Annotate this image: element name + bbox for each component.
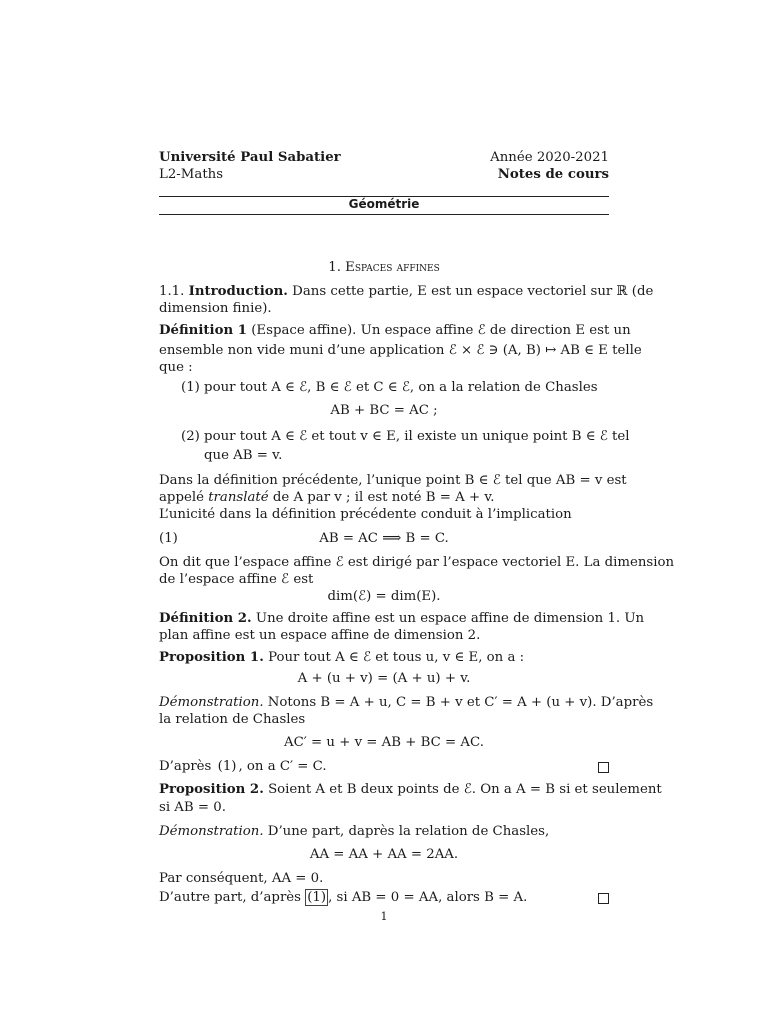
- intro-line-1: Dans cette partie, E est un espace vectoriel sur ℝ (de: [292, 284, 654, 299]
- intro-line-2: dimension finie).: [159, 301, 272, 316]
- proof-2-line-4: [159, 890, 609, 905]
- qed-square-icon: [598, 893, 609, 904]
- definition-1-label: Définition 1: [159, 323, 247, 338]
- definition-1-line-3: que :: [159, 360, 193, 375]
- proof-1-conclusion-a: D’après: [159, 759, 212, 774]
- section-title: [159, 260, 609, 275]
- translate-line-1: Dans la définition précédente, l’unique point B ∈ ℰ tel que AB = v est: [159, 473, 627, 488]
- definition-1-item-1: (1) pour tout A ∈ ℰ, B ∈ ℰ et C ∈ ℰ, on a la relation de Chasles: [181, 380, 598, 395]
- proposition-1-equation: A + (u + v) = (A + u) + v.: [297, 671, 471, 686]
- implication-equation: AB = AC ⟹ B = C.: [319, 531, 449, 546]
- proof-1-conclusion: [159, 759, 609, 774]
- proof-2-line-4b: , si AB = 0 = AA, alors B = A.: [328, 890, 528, 905]
- proof-2-equation: AA = AA + AA = 2AA.: [309, 847, 459, 862]
- translate-emphasis: translaté: [208, 490, 269, 505]
- proof-2-line-3: Par conséquent, AA = 0.: [159, 871, 324, 886]
- qed-square-icon: [598, 762, 609, 773]
- academic-year: Année 2020-2021: [490, 150, 609, 165]
- equation-number-1: (1): [159, 531, 178, 546]
- proposition-2-line-1: Soient A et B deux points de ℰ. On a A = B si et seulement: [268, 782, 662, 797]
- translate-line-2b: de A par v ; il est noté B = A + v.: [272, 490, 495, 505]
- proposition-1: [159, 650, 609, 665]
- proposition-1-label: Proposition 1.: [159, 650, 264, 665]
- proof-1-line-2: la relation de Chasles: [159, 712, 306, 727]
- definition-2-line-1: Une droite affine est un espace affine de dimension 1. Un: [255, 611, 645, 626]
- definition-1: [159, 323, 631, 338]
- definition-1-name: (Espace affine).: [251, 323, 357, 338]
- proof-1-equation: AC′ = u + v = AB + BC = AC.: [284, 735, 484, 750]
- page-number: 1: [380, 910, 388, 923]
- proof-2-line-4a: D’autre part, d’après: [159, 890, 301, 905]
- proof-2-line-1: D’une part, daprès la relation de Chasles,: [267, 824, 550, 839]
- definition-1-line-1: Un espace affine ℰ de direction E est un: [360, 323, 631, 338]
- proof-1: [159, 695, 654, 710]
- dimension-equation: dim(ℰ) = dim(E).: [327, 589, 441, 604]
- header-bottom-rule: [159, 214, 609, 215]
- intro-heading: Introduction.: [188, 284, 288, 299]
- proof-1-label: Démonstration.: [159, 695, 264, 710]
- direction-line-1: On dit que l’espace affine ℰ est dirigé par l’espace vectoriel E. La dimension: [159, 555, 675, 570]
- implication-intro: L’unicité dans la définition précédente conduit à l’implication: [159, 507, 572, 522]
- section-name: Espaces affines: [345, 260, 440, 275]
- proof-1-line-1: Notons B = A + u, C = B + v et C′ = A + (u + v). D’après: [267, 695, 654, 710]
- proposition-2-label: Proposition 2.: [159, 782, 264, 797]
- translate-line-2a: appelé: [159, 490, 204, 505]
- proof-1-conclusion-b: , on a C′ = C.: [238, 759, 327, 774]
- definition-2-line-2: plan affine est un espace affine de dimension 2.: [159, 628, 481, 643]
- translate-line-2: [159, 490, 609, 505]
- definition-1-line-2: ensemble non vide muni d’une application ℰ × ℰ ∋ (A, B) ↦ AB ∈ E telle: [159, 343, 642, 358]
- proposition-2-line-2: si AB = 0.: [159, 800, 226, 815]
- section-number: 1.: [328, 260, 341, 275]
- intro-number: 1.1.: [159, 284, 185, 299]
- course-level: L2-Maths: [159, 167, 224, 182]
- definition-2-label: Définition 2.: [159, 611, 252, 626]
- notes-label: Notes de cours: [497, 167, 609, 182]
- direction-line-2: de l’espace affine ℰ est: [159, 572, 314, 587]
- proof-2: [159, 824, 609, 839]
- page: [159, 0, 675, 1024]
- proposition-2: [159, 782, 662, 797]
- definition-2: [159, 611, 645, 626]
- proof-2-label: Démonstration.: [159, 824, 264, 839]
- definition-1-item-2-cont: que AB = v.: [204, 448, 283, 463]
- equation-reference-link-boxed[interactable]: (1): [307, 890, 327, 905]
- proposition-1-text: Pour tout A ∈ ℰ et tous u, v ∈ E, on a :: [268, 650, 525, 665]
- chasles-equation: AB + BC = AC ;: [330, 403, 438, 418]
- university-name: Université Paul Sabatier: [159, 150, 341, 165]
- equation-reference-link[interactable]: (1): [217, 759, 237, 774]
- definition-1-item-2: (2) pour tout A ∈ ℰ et tout v ∈ E, il existe un unique point B ∈ ℰ tel: [181, 429, 630, 444]
- intro-paragraph: [159, 284, 654, 299]
- subject-title: Géométrie: [348, 197, 420, 211]
